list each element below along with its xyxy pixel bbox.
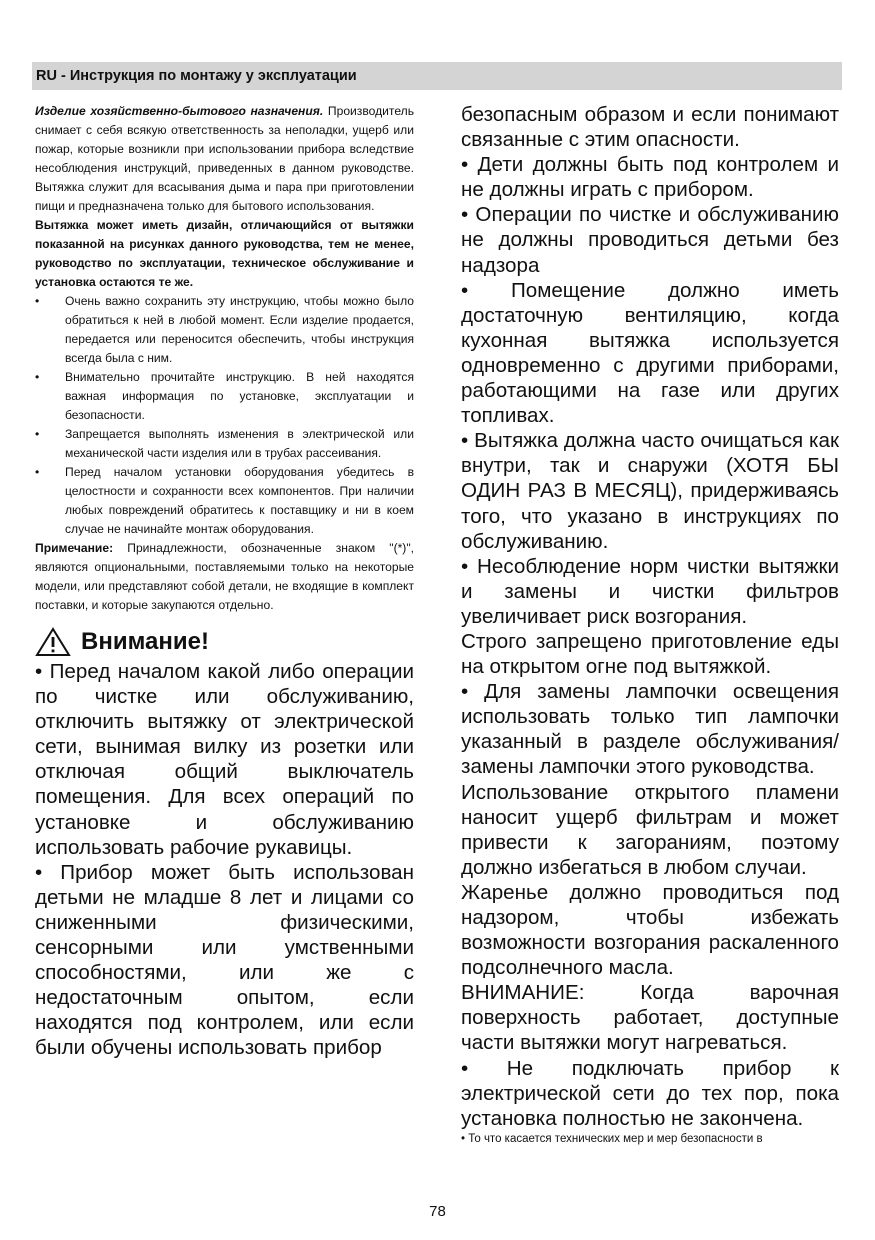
bullet-icon: • xyxy=(35,294,40,308)
right-column xyxy=(461,102,839,1147)
bullet-icon: • xyxy=(35,427,40,441)
bullet-icon: • xyxy=(35,370,40,384)
section-title: RU - Инструкция по монтажу у эксплуатации xyxy=(36,68,357,84)
design-note: Вытяжка может иметь дизайн, отличающийся от вытяжки показанной на рисунках данного руководства, тем не менее, руководство по эксплуатации, техническое обслуживание и установка остаются те же. xyxy=(35,218,414,289)
safety-paragraph: • Дети должны быть под контролем и не должны играть с прибором. xyxy=(461,153,839,202)
instruction-list xyxy=(35,292,414,539)
safety-paragraph: ВНИМАНИЕ: Когда варочная поверхность работает, доступные части вытяжки могут нагреваться. xyxy=(461,981,839,1055)
safety-paragraph: Жаренье должно проводиться под надзором, чтобы избежать возможности возгорания раскаленного подсолнечного масла. xyxy=(461,880,839,980)
safety-paragraph: • Операции по чистке и обслуживанию не должны проводиться детьми без надзора xyxy=(461,203,839,277)
list-item: • Очень важно сохранить эту инструкцию, чтобы можно было обратиться к ней в любой момент. Если изделие продается, передается или переносится обеспечить, чтобы инструкция всегда была с ним. xyxy=(35,294,414,365)
safety-paragraph: • Для замены лампочки освещения использовать только тип лампочки указанный в разделе обслуживания/замены лампочки этого руководства. xyxy=(461,680,839,779)
intro-text: Производитель снимает с себя всякую ответственность за неполадки, ущерб или пожар, которые возникли при использовании прибора вследствие несоблюдения инструкций, приведенных в данном руководстве. Вытяжка служит для всасывания дыма и пара при приготовлении пищи и предназначена только для бытового использования. xyxy=(35,104,415,213)
safety-paragraph: • Помещение должно иметь достаточную вентиляцию, когда кухонная вытяжка используется одновременно с другими приборами, работающими на газе или других топливах. xyxy=(461,278,839,428)
warning-triangle-icon xyxy=(35,627,71,657)
list-item: • Перед началом установки оборудования убедитесь в целостности и сохранности всех компонентов. При наличии любых повреждений обратитесь к поставщику и ни в коем случае не начинайте монтаж оборудования. xyxy=(35,465,414,536)
continued-line: • То что касается технических мер и мер безопасности в xyxy=(461,1132,763,1145)
list-item: • Внимательно прочитайте инструкцию. В ней находятся важная информация по установке, эксплуатации и безопасности. xyxy=(35,370,414,422)
safety-paragraph: • Не подключать прибор к электрической сети до тех пор, пока установка полностью не закончена. xyxy=(461,1056,839,1130)
list-item: • Запрещается выполнять изменения в электрической или механической части изделия или в трубах рассеивания. xyxy=(35,427,414,460)
safety-paragraph: безопасным образом и если понимают связанные с этим опасности. xyxy=(461,103,839,152)
warning-heading xyxy=(35,625,414,659)
warning-paragraph-1: • Перед началом какой либо операции по чистке или обслуживанию, отключить вытяжку от электрической сети, вынимая вилку из розетки или отключая общий выключатель помещения. Для всех операций по установке и обслуживанию использовать рабочие рукавицы. xyxy=(35,660,414,859)
safety-paragraph: • Вытяжка должна часто очищаться как внутри, так и снаружи (ХОТЯ БЫ ОДИН РАЗ В МЕСЯЦ), придерживаясь того, что указано в инструкциях по обслуживанию. xyxy=(461,429,839,553)
warning-title: Внимание! xyxy=(81,628,209,655)
note-label: Примечание: xyxy=(35,541,114,555)
page-number: 78 xyxy=(429,1203,446,1220)
intro-heading: Изделие хозяйственно-бытового назначения. xyxy=(35,104,324,118)
safety-paragraph: • Несоблюдение норм чистки вытяжки и замены и чистки фильтров увеличивает риск возгорания. xyxy=(461,554,839,628)
note-text: Принадлежности, обозначенные знаком "(*)", являются опциональными, поставляемыми только на некоторые модели, или представляют собой детали, не входящие в комплект поставки, и которые закупаются отдельно. xyxy=(35,541,414,612)
safety-paragraph: Использование открытого пламени наносит ущерб фильтрам и может привести к загораниям, поэтому должно избегаться в любом случаи. xyxy=(461,780,839,879)
safety-paragraph: Строго запрещено приготовление еды на открытом огне под вытяжкой. xyxy=(461,629,839,679)
bullet-icon: • xyxy=(35,465,40,479)
note-paragraph xyxy=(35,539,414,615)
intro-paragraph xyxy=(35,102,414,216)
warning-paragraph-2: • Прибор может быть использован детьми не младше 8 лет и лицами со сниженными физическими, сенсорными или умственными способностями, или же с недостаточным опытом, если находятся под контролем, или если были обучены использовать прибор xyxy=(35,860,414,1060)
left-column xyxy=(35,102,414,1061)
section-header xyxy=(32,62,842,90)
